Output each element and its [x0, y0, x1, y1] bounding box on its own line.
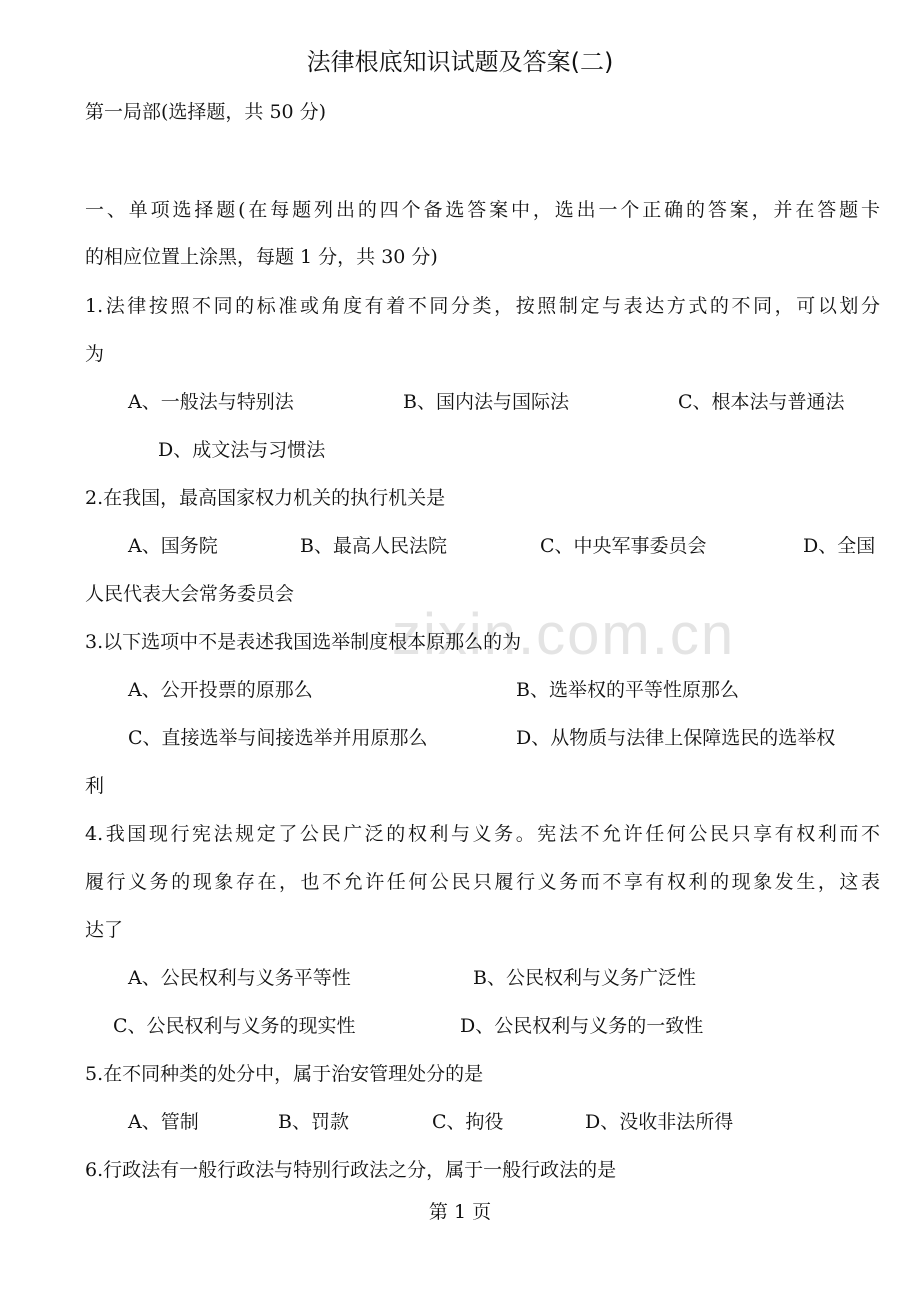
question-3-option-d-cont: 利 [85, 775, 105, 797]
question-6-stem: 6.行政法有一般行政法与特别行政法之分，属于一般行政法的是 [85, 1159, 617, 1181]
part-heading: 第一局部(选择题，共 50 分) [85, 101, 327, 123]
question-2-option-b: B、最高人民法院 [300, 535, 447, 557]
question-3-option-d: D、从物质与法律上保障选民的选举权 [516, 727, 836, 749]
question-5-option-b: B、罚款 [278, 1111, 349, 1133]
question-3-option-a: A、公开投票的原那么 [128, 679, 313, 701]
question-4-stem: 4.我国现行宪法规定了公民广泛的权利与义务。宪法不允许任何公民只享有权利而不 [85, 823, 880, 845]
section-instructions-line2: 的相应位置上涂黑，每题 1 分，共 30 分) [85, 246, 438, 268]
question-3-stem: 3.以下选项中不是表述我国选举制度根本原那么的为 [85, 631, 522, 653]
question-1-stem: 1.法律按照不同的标准或角度有着不同分类，按照制定与表达方式的不同，可以划分 [85, 295, 880, 317]
question-3-option-c: C、直接选举与间接选举并用原那么 [128, 727, 428, 749]
watermark: zixin.com.cn [392, 602, 736, 667]
question-4-option-c: C、公民权利与义务的现实性 [113, 1015, 356, 1037]
section-instructions-line1: 一、单项选择题(在每题列出的四个备选答案中，选出一个正确的答案，并在答题卡 [85, 199, 880, 221]
page-number: 第 1 页 [428, 1201, 492, 1223]
question-5-option-c: C、拘役 [432, 1111, 504, 1133]
question-4-option-d: D、公民权利与义务的一致性 [460, 1015, 704, 1037]
document-title: 法律根底知识试题及答案(二) [306, 48, 614, 76]
question-1-stem-cont: 为 [85, 343, 105, 365]
question-5-option-a: A、管制 [128, 1111, 199, 1133]
question-1-option-b: B、国内法与国际法 [403, 391, 569, 413]
question-5-option-d: D、没收非法所得 [585, 1111, 734, 1133]
question-2-option-d-cont: 人民代表大会常务委员会 [85, 583, 295, 605]
question-4-option-b: B、公民权利与义务广泛性 [473, 967, 696, 989]
question-4-option-a: A、公民权利与义务平等性 [128, 967, 351, 989]
question-1-option-c: C、根本法与普通法 [678, 391, 845, 413]
question-2-option-c: C、中央军事委员会 [540, 535, 707, 557]
question-4-stem-cont: 履行义务的现象存在，也不允许任何公民只履行义务而不享有权利的现象发生，这表 [85, 871, 880, 893]
question-5-stem: 5.在不同种类的处分中，属于治安管理处分的是 [85, 1063, 484, 1085]
question-1-option-d: D、成文法与习惯法 [158, 439, 326, 461]
question-3-option-b: B、选举权的平等性原那么 [516, 679, 739, 701]
question-2-option-d: D、全国 [803, 535, 876, 557]
question-4-stem-end: 达了 [85, 919, 124, 941]
question-2-stem: 2.在我国，最高国家权力机关的执行机关是 [85, 487, 446, 509]
question-2-option-a: A、国务院 [128, 535, 218, 557]
question-1-option-a: A、一般法与特别法 [128, 391, 294, 413]
